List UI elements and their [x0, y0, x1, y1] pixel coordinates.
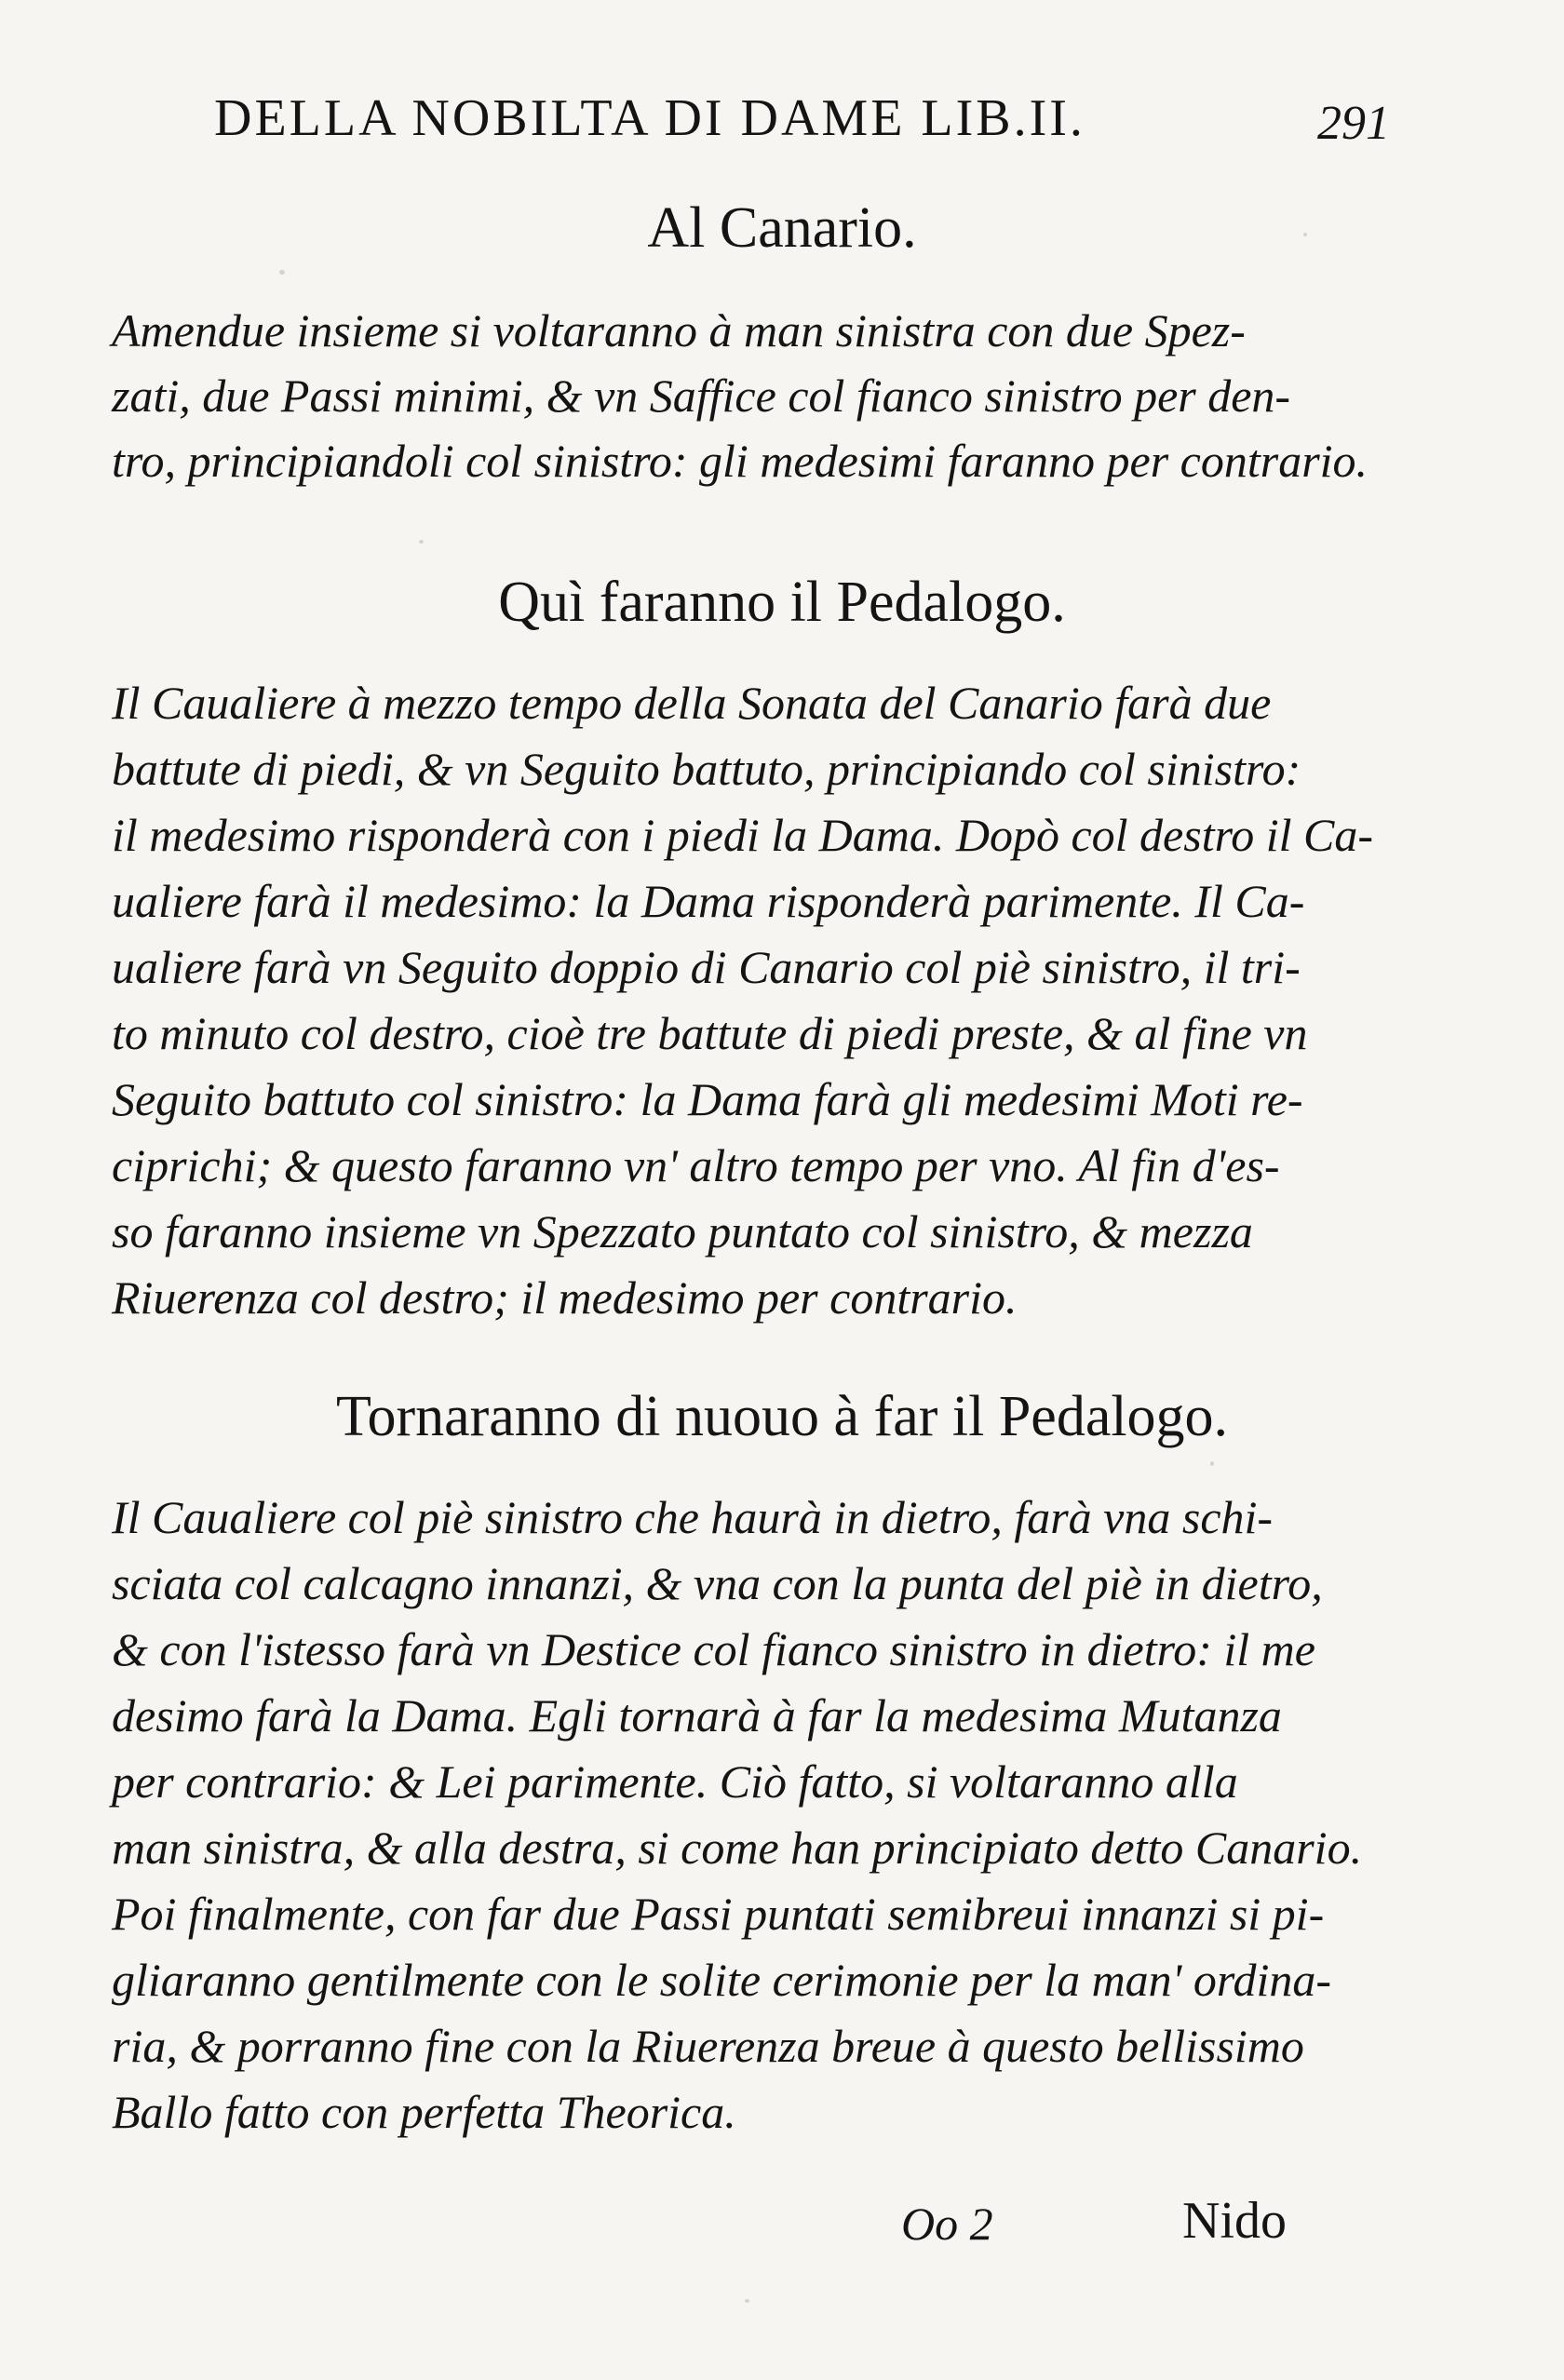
text-line: ria, & porranno fine con la Riuerenza breue à questo bellissimo — [112, 2020, 1304, 2072]
print-speckle — [419, 540, 424, 544]
signature-mark: Oo 2 — [901, 2198, 993, 2250]
running-title: DELLA NOBILTA DI DAME LIB.II. — [214, 89, 1085, 147]
text-line: gliaranno gentilmente con le solite cerimonie per la man' ordina- — [112, 1954, 1332, 2006]
text-line: Il Caualiere col piè sinistro che haurà in dietro, farà vna schi- — [112, 1491, 1274, 1543]
section-text — [112, 670, 1415, 1331]
section-text — [112, 1485, 1415, 2145]
text-line: man sinistra, & alla destra, si come han principiato detto Canario. — [112, 1822, 1363, 1874]
text-line: Riuerenza col destro; il medesimo per contrario. — [112, 1271, 1018, 1324]
text-line: zati, due Passi minimi, & vn Saffice col fianco sinistro per den- — [112, 370, 1291, 422]
print-speckle — [279, 270, 285, 275]
section-heading: Al Canario. — [647, 196, 917, 260]
text-line: so faranno insieme vn Spezzato puntato col sinistro, & mezza — [112, 1205, 1253, 1257]
text-line: Ballo fatto con perfetta Theorica. — [112, 2086, 736, 2138]
text-line: Il Caualiere à mezzo tempo della Sonata del Canario farà due — [112, 677, 1272, 729]
text-line: desimo farà la Dama. Egli tornarà à far la medesima Mutanza — [112, 1689, 1282, 1741]
text-line: to minuto col destro, cioè tre battute di piedi preste, & al fine vn — [112, 1007, 1308, 1059]
text-line: Poi finalmente, con far due Passi puntati semibreui innanzi si pi- — [112, 1888, 1325, 1940]
text-line: ualiere farà vn Seguito doppio di Canario col piè sinistro, il tri- — [112, 941, 1301, 993]
text-line: Amendue insieme si voltaranno à man sinistra con due Spez- — [112, 304, 1246, 356]
print-speckle — [1210, 1461, 1214, 1466]
text-line: sciata col calcagno innanzi, & vna con la punta del piè in dietro, — [112, 1557, 1323, 1609]
catchword: Nido — [1182, 2192, 1287, 2250]
page-number: 291 — [1317, 97, 1390, 150]
page-footer — [894, 2192, 1359, 2262]
text-line: il medesimo risponderà con i piedi la Dama. Dopò col destro il Ca- — [112, 809, 1373, 861]
text-line: per contrario: & Lei parimente. Ciò fatto, si voltaranno alla — [112, 1755, 1238, 1808]
section-heading: Quì faranno il Pedalogo. — [498, 571, 1066, 634]
section-text — [112, 298, 1415, 493]
text-line: ciprichi; & questo faranno vn' altro tempo per vno. Al fin d'es- — [112, 1139, 1280, 1191]
text-line: tro, principiandoli col sinistro: gli medesimi faranno per contrario. — [112, 435, 1368, 487]
running-head — [214, 88, 1424, 154]
section-heading: Tornaranno di nuouo à far il Pedalogo. — [335, 1385, 1229, 1448]
text-line: & con l'istesso farà vn Destice col fianco sinistro in dietro: il me — [112, 1623, 1315, 1675]
text-line: ualiere farà il medesimo: la Dama risponderà parimente. Il Ca- — [112, 875, 1305, 927]
text-line: battute di piedi, & vn Seguito battuto, principiando col sinistro: — [112, 743, 1301, 795]
print-speckle — [745, 2299, 749, 2303]
text-line: Seguito battuto col sinistro: la Dama farà gli medesimi Moti re- — [112, 1073, 1303, 1125]
